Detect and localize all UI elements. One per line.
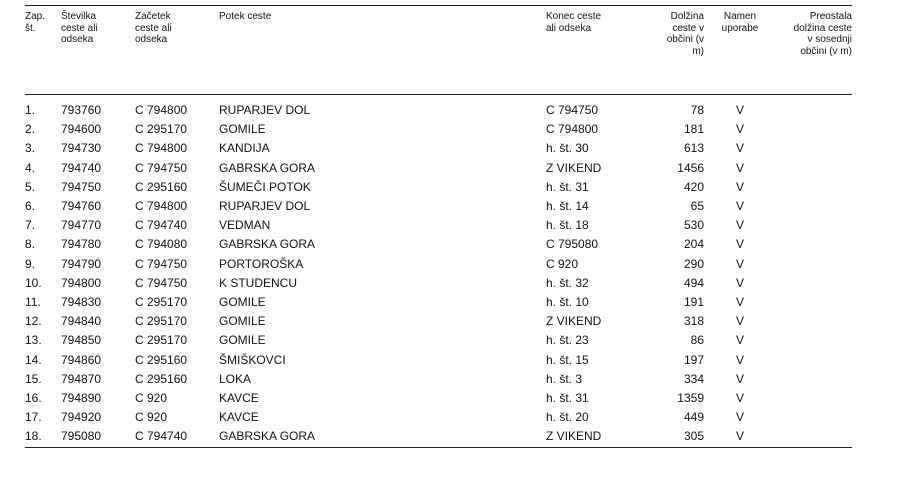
table-row (25, 139, 852, 158)
cell-potek: ŠMIŠKOVCI (219, 352, 286, 367)
cell-dolzina: 1456 (677, 160, 704, 175)
cell-stevilka: 794790 (61, 256, 102, 271)
cell-zap: 3. (25, 141, 36, 156)
table-row (25, 235, 852, 254)
cell-zacetek: C 794750 (135, 160, 188, 175)
cell-stevilka: 793760 (61, 103, 102, 117)
cell-zacetek: C 794800 (135, 103, 188, 117)
cell-konec: h. št. 15 (546, 352, 589, 367)
cell-zacetek: C 920 (135, 391, 168, 406)
road-register-body (25, 101, 852, 447)
cell-dolzina: 305 (683, 429, 704, 444)
cell-potek: LOKA (219, 371, 252, 386)
cell-namen: V (735, 256, 744, 271)
table-row (25, 120, 852, 139)
cell-stevilka: 795080 (61, 429, 102, 444)
cell-preostala (776, 293, 852, 312)
cell-stevilka: 794770 (61, 218, 102, 233)
cell-preostala (776, 139, 852, 158)
cell-dolzina: 494 (683, 275, 704, 290)
cell-namen: V (735, 333, 744, 348)
cell-zap: 1. (25, 103, 36, 117)
cell-zap: 17. (25, 410, 42, 425)
cell-potek: GABRSKA GORA (219, 160, 316, 175)
cell-preostala (776, 216, 852, 235)
table-row (25, 255, 852, 274)
table-row (25, 312, 852, 331)
cell-preostala (776, 159, 852, 178)
cell-stevilka: 794730 (61, 141, 102, 156)
cell-preostala (776, 389, 852, 408)
cell-zap: 12. (25, 314, 42, 329)
cell-konec: C 794800 (546, 122, 599, 137)
cell-preostala (776, 120, 852, 139)
cell-zap: 2. (25, 122, 36, 137)
cell-zacetek: C 794740 (135, 218, 188, 233)
table-row (25, 331, 852, 350)
table-row (25, 389, 852, 408)
cell-potek: ŠUMEČI POTOK (219, 179, 311, 194)
cell-namen: V (735, 103, 744, 117)
cell-potek: GABRSKA GORA (219, 237, 316, 252)
cell-potek: KANDIJA (219, 141, 270, 156)
cell-namen: V (735, 410, 744, 425)
cell-zap: 5. (25, 179, 36, 194)
cell-stevilka: 794830 (61, 295, 102, 310)
cell-dolzina: 181 (683, 122, 704, 137)
table-row (25, 197, 852, 216)
cell-konec: C 920 (546, 256, 579, 271)
table-row (25, 293, 852, 312)
cell-zacetek: C 295160 (135, 371, 188, 386)
cell-konec: C 795080 (546, 237, 599, 252)
cell-dolzina: 449 (683, 410, 704, 425)
cell-dolzina: 191 (683, 295, 704, 310)
cell-namen: V (735, 352, 744, 367)
cell-dolzina: 420 (683, 179, 704, 194)
cell-potek: GOMILE (219, 314, 266, 329)
cell-potek: RUPARJEV DOL (219, 103, 311, 117)
cell-zacetek: C 295170 (135, 122, 188, 137)
cell-preostala (776, 312, 852, 331)
cell-dolzina: 318 (683, 314, 704, 329)
cell-stevilka: 794870 (61, 371, 102, 386)
cell-potek: GABRSKA GORA (219, 429, 316, 444)
cell-stevilka: 794740 (61, 160, 102, 175)
cell-zacetek: C 295160 (135, 179, 188, 194)
cell-potek: GOMILE (219, 295, 266, 310)
cell-dolzina: 197 (683, 352, 704, 367)
cell-potek: K STUDENCU (219, 275, 298, 290)
cell-zacetek: C 794080 (135, 237, 188, 252)
cell-preostala (776, 235, 852, 254)
cell-zap: 13. (25, 333, 42, 348)
cell-stevilka: 794860 (61, 352, 102, 367)
road-register-table-page (25, 5, 852, 448)
cell-preostala (776, 274, 852, 293)
cell-stevilka: 794920 (61, 410, 102, 425)
cell-zap: 11. (25, 295, 41, 310)
cell-preostala (776, 331, 852, 350)
table-row (25, 216, 852, 235)
table-row (25, 408, 852, 427)
cell-zap: 16. (25, 391, 42, 406)
cell-preostala (776, 255, 852, 274)
cell-zap: 4. (25, 160, 36, 175)
cell-namen: V (735, 275, 744, 290)
cell-potek: KAVCE (219, 410, 259, 425)
cell-potek: KAVCE (219, 391, 259, 406)
cell-dolzina: 290 (683, 256, 704, 271)
cell-dolzina: 65 (690, 199, 704, 214)
cell-preostala (776, 351, 852, 370)
cell-konec: Z VIKEND (546, 429, 602, 444)
cell-zacetek: C 794800 (135, 199, 188, 214)
cell-zap: 6. (25, 199, 36, 214)
header-konec: Konec ceste ali odseka (546, 11, 602, 34)
cell-konec: h. št. 31 (546, 179, 589, 194)
table-header-row (25, 6, 852, 94)
cell-stevilka: 794850 (61, 333, 102, 348)
cell-namen: V (735, 141, 744, 156)
cell-zacetek: C 295170 (135, 314, 188, 329)
cell-konec: Z VIKEND (546, 160, 602, 175)
cell-konec: h. št. 18 (546, 218, 589, 233)
cell-konec: h. št. 3 (546, 371, 583, 386)
cell-konec: h. št. 14 (546, 199, 589, 214)
header-zacetek: Začetek ceste ali odseka (135, 11, 172, 45)
cell-zap: 15. (25, 371, 42, 386)
cell-konec: Z VIKEND (546, 314, 602, 329)
cell-stevilka: 794890 (61, 391, 102, 406)
cell-dolzina: 334 (683, 371, 704, 386)
cell-preostala (776, 427, 852, 446)
cell-konec: h. št. 10 (546, 295, 589, 310)
cell-preostala (776, 101, 852, 120)
cell-preostala (776, 178, 852, 197)
cell-dolzina: 613 (683, 141, 704, 156)
cell-zacetek: C 920 (135, 410, 168, 425)
cell-zacetek: C 295170 (135, 333, 188, 348)
cell-konec: C 794750 (546, 103, 599, 117)
header-stevilka: Številka ceste ali odseka (61, 11, 98, 45)
cell-namen: V (735, 237, 744, 252)
cell-konec: h. št. 23 (546, 333, 589, 348)
header-potek: Potek ceste (219, 11, 272, 22)
cell-namen: V (735, 122, 744, 137)
header-dolzina: Dolžina ceste v občini (v m) (666, 11, 704, 57)
cell-namen: V (735, 314, 744, 329)
cell-zacetek: C 295160 (135, 352, 188, 367)
header-zap: Zap. št. (25, 11, 46, 34)
header-preostala: Preostala dolžina ceste v sosednji občini (v m) (793, 11, 852, 57)
cell-zap: 7. (25, 218, 36, 233)
cell-konec: h. št. 30 (546, 141, 589, 156)
cell-dolzina: 1359 (677, 391, 704, 406)
cell-zacetek: C 794750 (135, 256, 188, 271)
cell-stevilka: 794750 (61, 179, 102, 194)
cell-namen: V (735, 218, 744, 233)
cell-namen: V (735, 179, 744, 194)
cell-zap: 14. (25, 352, 42, 367)
cell-namen: V (735, 295, 744, 310)
road-register-table (25, 6, 852, 94)
cell-zap: 9. (25, 256, 36, 271)
table-row (25, 159, 852, 178)
cell-preostala (776, 197, 852, 216)
cell-zacetek: C 794740 (135, 429, 188, 444)
cell-namen: V (735, 391, 744, 406)
table-row (25, 370, 852, 389)
cell-namen: V (735, 371, 744, 386)
cell-dolzina: 86 (690, 333, 704, 348)
cell-stevilka: 794780 (61, 237, 102, 252)
cell-potek: GOMILE (219, 122, 266, 137)
cell-potek: GOMILE (219, 333, 266, 348)
cell-konec: h. št. 31 (546, 391, 589, 406)
table-row (25, 101, 852, 120)
cell-potek: VEDMAN (219, 218, 271, 233)
table-row (25, 178, 852, 197)
cell-zacetek: C 295170 (135, 295, 188, 310)
table-row (25, 351, 852, 370)
cell-namen: V (735, 160, 744, 175)
cell-dolzina: 530 (683, 218, 704, 233)
cell-konec: h. št. 32 (546, 275, 589, 290)
cell-stevilka: 794800 (61, 275, 102, 290)
table-row (25, 427, 852, 446)
cell-preostala (776, 370, 852, 389)
cell-stevilka: 794840 (61, 314, 102, 329)
cell-zacetek: C 794800 (135, 141, 188, 156)
cell-zap: 10. (25, 275, 42, 290)
cell-potek: RUPARJEV DOL (219, 199, 311, 214)
cell-zap: 18. (25, 429, 42, 444)
cell-dolzina: 78 (690, 103, 704, 117)
cell-namen: V (735, 429, 744, 444)
cell-stevilka: 794760 (61, 199, 102, 214)
table-bottom-rule (25, 447, 852, 448)
table-row (25, 274, 852, 293)
cell-namen: V (735, 199, 744, 214)
cell-preostala (776, 408, 852, 427)
cell-stevilka: 794600 (61, 122, 102, 137)
cell-potek: PORTOROŠKA (219, 256, 304, 271)
cell-zap: 8. (25, 237, 36, 252)
cell-zacetek: C 794750 (135, 275, 188, 290)
header-namen: Namen uporabe (721, 11, 759, 34)
cell-dolzina: 204 (683, 237, 704, 252)
cell-konec: h. št. 20 (546, 410, 589, 425)
